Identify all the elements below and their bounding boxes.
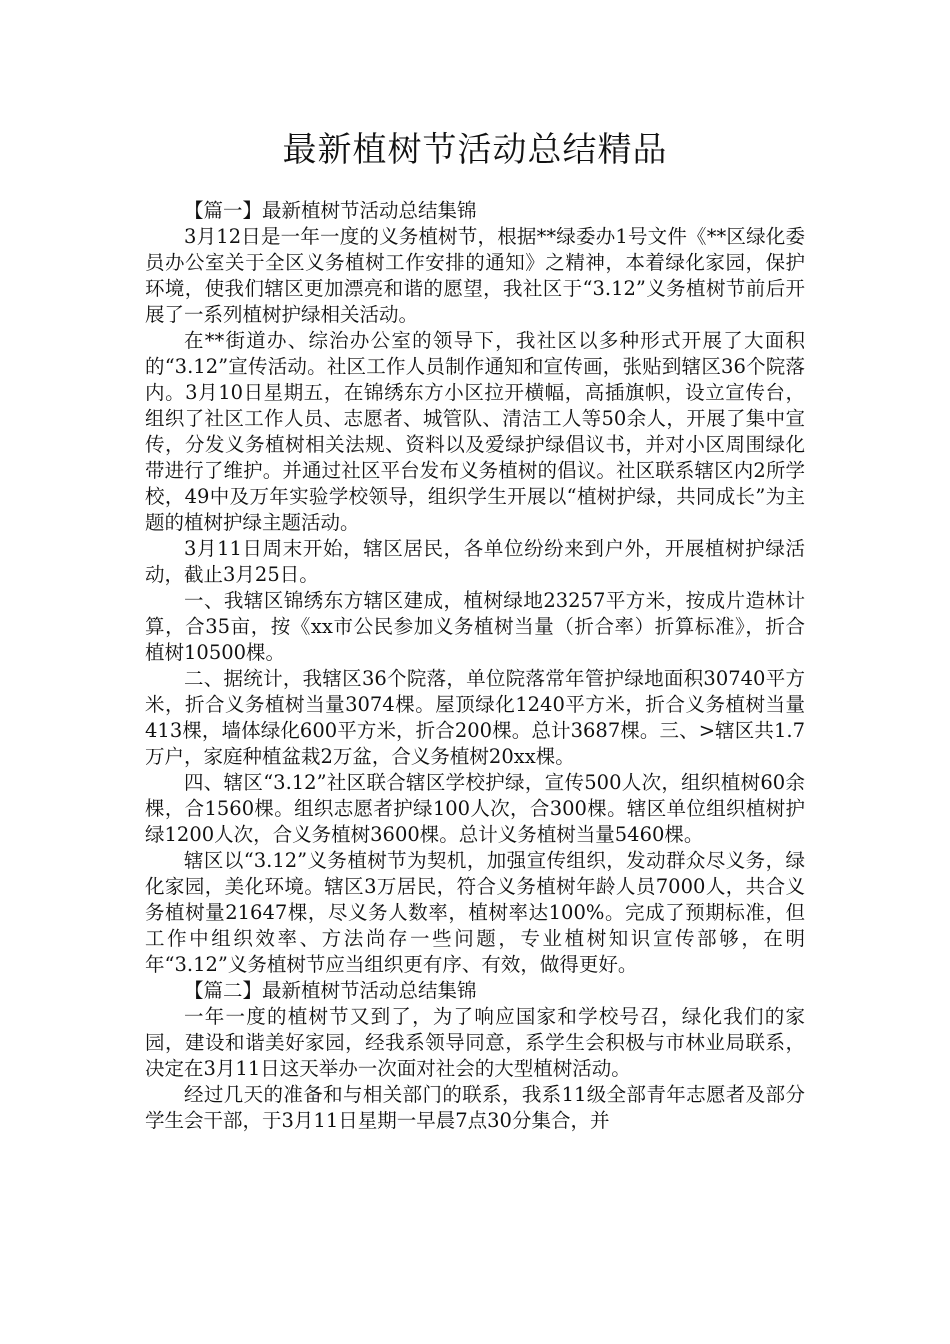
section-heading-2: 【篇二】最新植树节活动总结集锦 — [184, 979, 477, 1002]
body-paragraph: 四、辖区“3.12”社区联合辖区学校护绿，宣传500人次，组织植树60余棵，合1560棵。组织志愿者护绿100人次，合300棵。辖区单位组织植树护绿1200人次，合义务植树3600棵。总计义务植树当量5460棵。 — [145, 771, 805, 846]
body-paragraph: 3月11日周末开始，辖区居民，各单位纷纷来到户外，开展植树护绿活动，截止3月25日。 — [145, 537, 805, 586]
body-paragraph: 一年一度的植树节又到了，为了响应国家和学校号召，绿化我们的家园，建设和谐美好家园，经我系领导同意，系学生会积极与市林业局联系，决定在3月11日这天举办一次面对社会的大型植树活动。 — [145, 1005, 805, 1080]
section-heading-1: 【篇一】最新植树节活动总结集锦 — [184, 199, 477, 222]
body-paragraph: 辖区以“3.12”义务植树节为契机，加强宣传组织，发动群众尽义务，绿化家园，美化环境。辖区3万居民，符合义务植树年龄人员7000人，共合义务植树量21647棵，尽义务人数率，植树率达100%。完成了预期标准，但工作中组织效率、方法尚存一些问题，专业植树知识宣传部够，在明年“3.12”义务植树节应当组织更有序、有效，做得更好。 — [145, 849, 805, 976]
body-paragraph: 二、据统计，我辖区36个院落，单位院落常年管护绿地面积30740平方米，折合义务植树当量3074棵。屋顶绿化1240平方米，折合义务植树当量413棵，墙体绿化600平方米，折合200棵。总计3687棵。三、>辖区共1.7万户，家庭种植盆栽2万盆，合义务植树20xx棵。 — [145, 667, 805, 768]
body-paragraph: 经过几天的准备和与相关部门的联系，我系11级全部青年志愿者及部分学生会干部，于3月11日星期一早晨7点30分集合，并 — [145, 1083, 805, 1132]
body-paragraph: 在**街道办、综治办公室的领导下，我社区以多种形式开展了大面积的“3.12”宣传活动。社区工作人员制作通知和宣传画，张贴到辖区36个院落内。3月10日星期五，在锦绣东方小区拉开横幅，高插旗帜，设立宣传台，组织了社区工作人员、志愿者、城管队、清洁工人等50余人，开展了集中宣传，分发义务植树相关法规、资料以及爱绿护绿倡议书，并对小区周围绿化带进行了维护。并通过社区平台发布义务植树的倡议。社区联系辖区内2所学校，49中及万年实验学校领导，组织学生开展以“植树护绿，共同成长”为主题的植树护绿主题活动。 — [145, 329, 805, 534]
body-paragraph: 3月12日是一年一度的义务植树节，根据**绿委办1号文件《**区绿化委员办公室关于全区义务植树工作安排的通知》之精神，本着绿化家园，保护环境，使我们辖区更加漂亮和谐的愿望，我社区于“3.12”义务植树节前后开展了一系列植树护绿相关活动。 — [145, 225, 805, 326]
body-paragraph: 一、我辖区锦绣东方辖区建成，植树绿地23257平方米，按成片造林计算，合35亩，按《xx市公民参加义务植树当量（折合率）折算标准》，折合植树10500棵。 — [145, 589, 805, 664]
document-body — [145, 198, 805, 1134]
document-title: 最新植树节活动总结精品 — [282, 130, 668, 170]
